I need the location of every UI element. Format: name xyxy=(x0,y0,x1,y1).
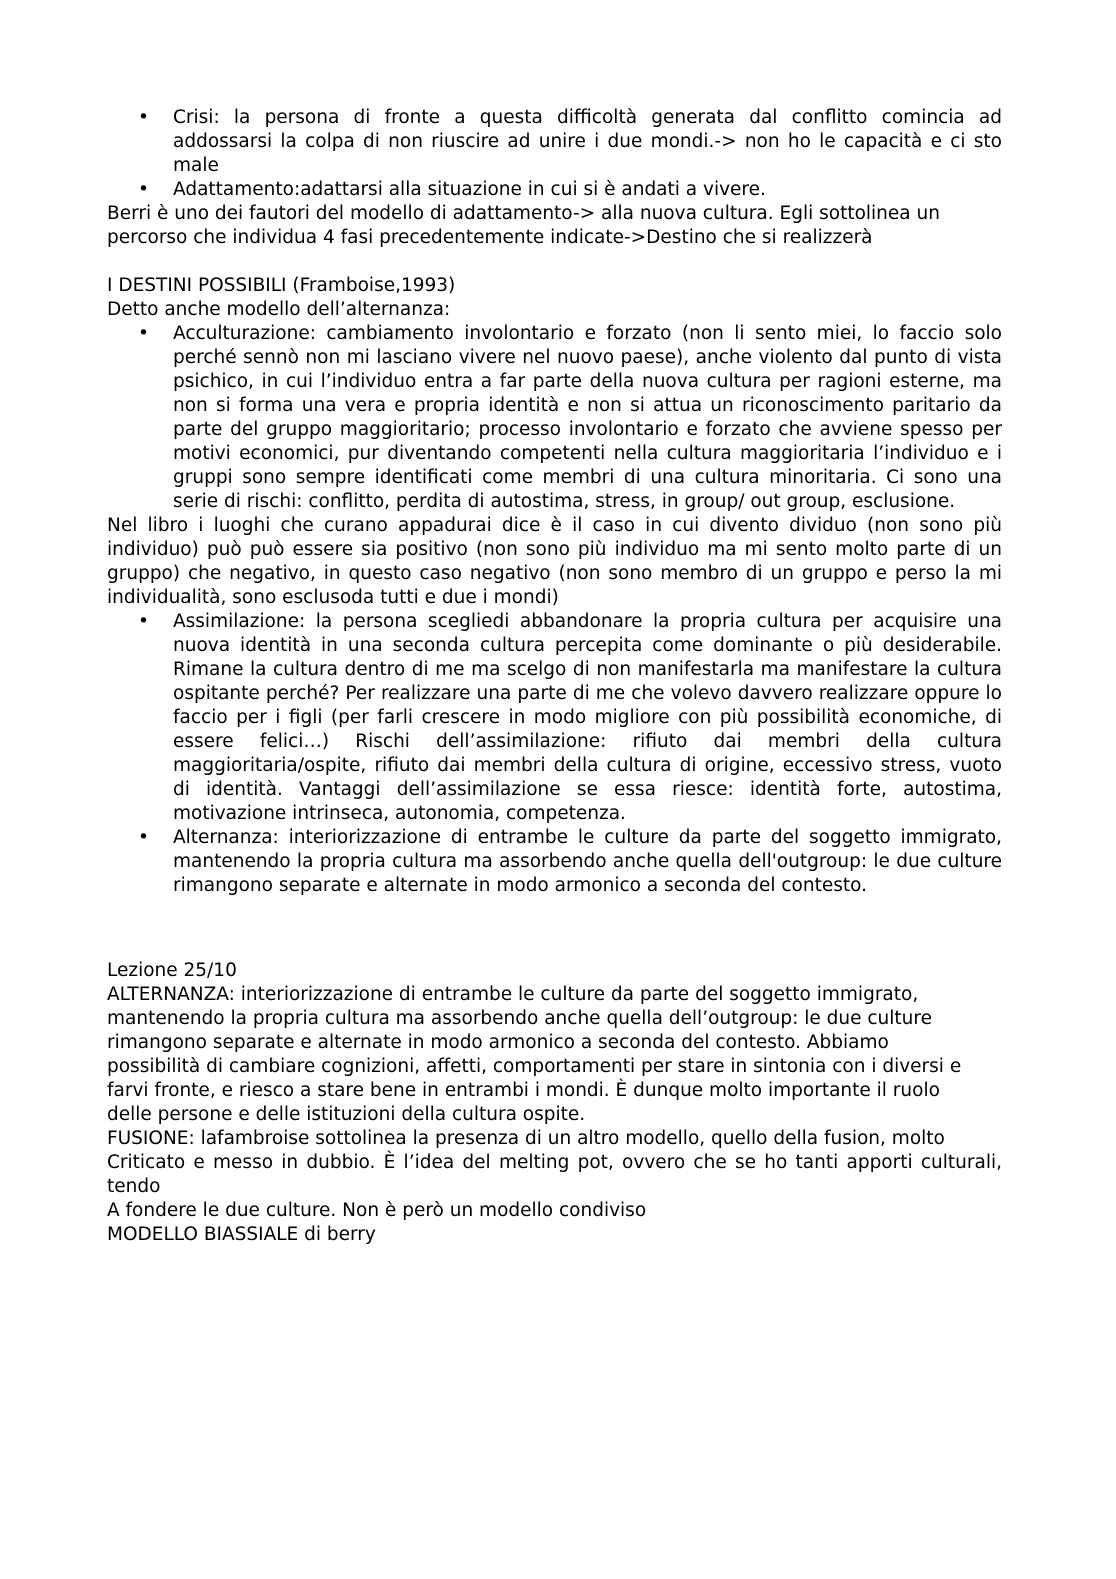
list-item xyxy=(107,826,1002,898)
list-item-text: Adattamento:adattarsi alla situazione in cui si è andati a vivere. xyxy=(173,179,766,200)
text-line: FUSIONE: lafambroise sottolinea la presenza di un altro modello, quello della fusion, molto xyxy=(107,1128,945,1149)
list-item-text: Crisi: la persona di fronte a questa difficoltà generata dal conflitto comincia ad addossarsi la colpa di non riuscire ad unire i due mondi.-> non ho le capacità e ci sto male xyxy=(173,107,1002,176)
bullet-glyph: • xyxy=(138,323,149,344)
section-subtitle: Detto anche modello dell’alternanza: xyxy=(107,299,451,320)
bullet-glyph: • xyxy=(138,827,149,848)
list-item-text: Alternanza: interiorizzazione di entrambe le culture da parte del soggetto immigrato, mantenendo la propria cultura ma assorbendo anche quella dell'outgroup: le due culture rimangono separate e alternate in modo armonico a seconda del contesto. xyxy=(173,827,1002,896)
bullet-glyph: • xyxy=(138,107,149,128)
bullet-list-destini-2 xyxy=(107,610,1002,898)
text-line: possibilità di cambiare cognizioni, affetti, comportamenti per stare in sintonia con i diversi e xyxy=(107,1056,962,1077)
text-line: delle persone e delle istituzioni della cultura ospite. xyxy=(107,1104,586,1125)
list-item xyxy=(107,610,1002,826)
lezione-heading: Lezione 25/10 xyxy=(107,960,237,981)
list-item xyxy=(107,106,1002,178)
section-title-destini: I DESTINI POSSIBILI (Framboise,1993) xyxy=(107,275,456,296)
list-item xyxy=(107,178,1002,202)
bullet-list-destini xyxy=(107,322,1002,514)
bullet-glyph: • xyxy=(138,611,149,632)
text-line: A fondere le due culture. Non è però un modello condiviso xyxy=(107,1200,647,1221)
document-body xyxy=(107,106,1002,1247)
text-line: rimangono separate e alternate in modo armonico a seconda del contesto. Abbiamo xyxy=(107,1032,889,1053)
text-line: Criticato e messo in dubbio. È l’idea del melting pot, ovvero che se ho tanti apporti culturali, tendo xyxy=(107,1152,1002,1197)
paragraph-berri: Berri è uno dei fautori del modello di adattamento-> alla nuova cultura. Egli sottolinea un percorso che individua 4 fasi precedentemente indicate->Destino che si realizzerà xyxy=(107,203,940,248)
list-item-text: Assimilazione: la persona scegliedi abbandonare la propria cultura per acquisire una nuova identità in una seconda cultura percepita come dominante o più desiderabile. Rimane la cultura dentro di me ma scelgo di non manifestarla ma manifestare la cultura ospitante perché? Per realizzare una parte di me che volevo davvero realizzare oppure lo faccio per i figli (per farli crescere in modo migliore con più possibilità economiche, di essere felici…) Rischi dell’assimilazione: rifiuto dai membri della cultura maggioritaria/ospite, rifiuto dai membri della cultura di origine, eccessivo stress, vuoto di identità. Vantaggi dell’assimilazione se essa riesce: identità forte, autostima, motivazione intrinseca, autonomia, competenza. xyxy=(173,611,1002,824)
text-line: mantenendo la propria cultura ma assorbendo anche quella dell’outgroup: le due culture xyxy=(107,1008,932,1029)
text-line: ALTERNANZA: interiorizzazione di entrambe le culture da parte del soggetto immigrato, xyxy=(107,984,919,1005)
list-item xyxy=(107,322,1002,514)
paragraph-appadurai: Nel libro i luoghi che curano appadurai dice è il caso in cui divento dividuo (non sono più individuo) può può essere sia positivo (non sono più individuo ma mi sento molto parte di un gruppo) che negativo, in questo caso negativo (non sono membro di un gruppo e perso la mi individualità, sono esclusoda tutti e due i mondi) xyxy=(107,515,1002,608)
text-line: farvi fronte, e riesco a stare bene in entrambi i mondi. È dunque molto importante il ruolo xyxy=(107,1080,940,1101)
text-line: MODELLO BIASSIALE di berry xyxy=(107,1224,376,1245)
list-item-text: Acculturazione: cambiamento involontario e forzato (non li sento miei, lo faccio solo perché sennò non mi lasciano vivere nel nuovo paese), anche violento dal punto di vista psichico, in cui l’individuo entra a far parte della nuova cultura per ragioni esterne, ma non si forma una vera e propria identità e non si attua un riconoscimento paritario da parte del gruppo maggioritario; processo involontario e forzato che avviene spesso per motivi economici, pur diventando competenti nella cultura maggioritaria l’individuo e i gruppi sono sempre identificati come membri di una cultura minoritaria. Ci sono una serie di rischi: conflitto, perdita di autostima, stress, in group/ out group, esclusione. xyxy=(173,323,1002,512)
bullet-glyph: • xyxy=(138,179,149,200)
bullet-list-fasi xyxy=(107,106,1002,202)
